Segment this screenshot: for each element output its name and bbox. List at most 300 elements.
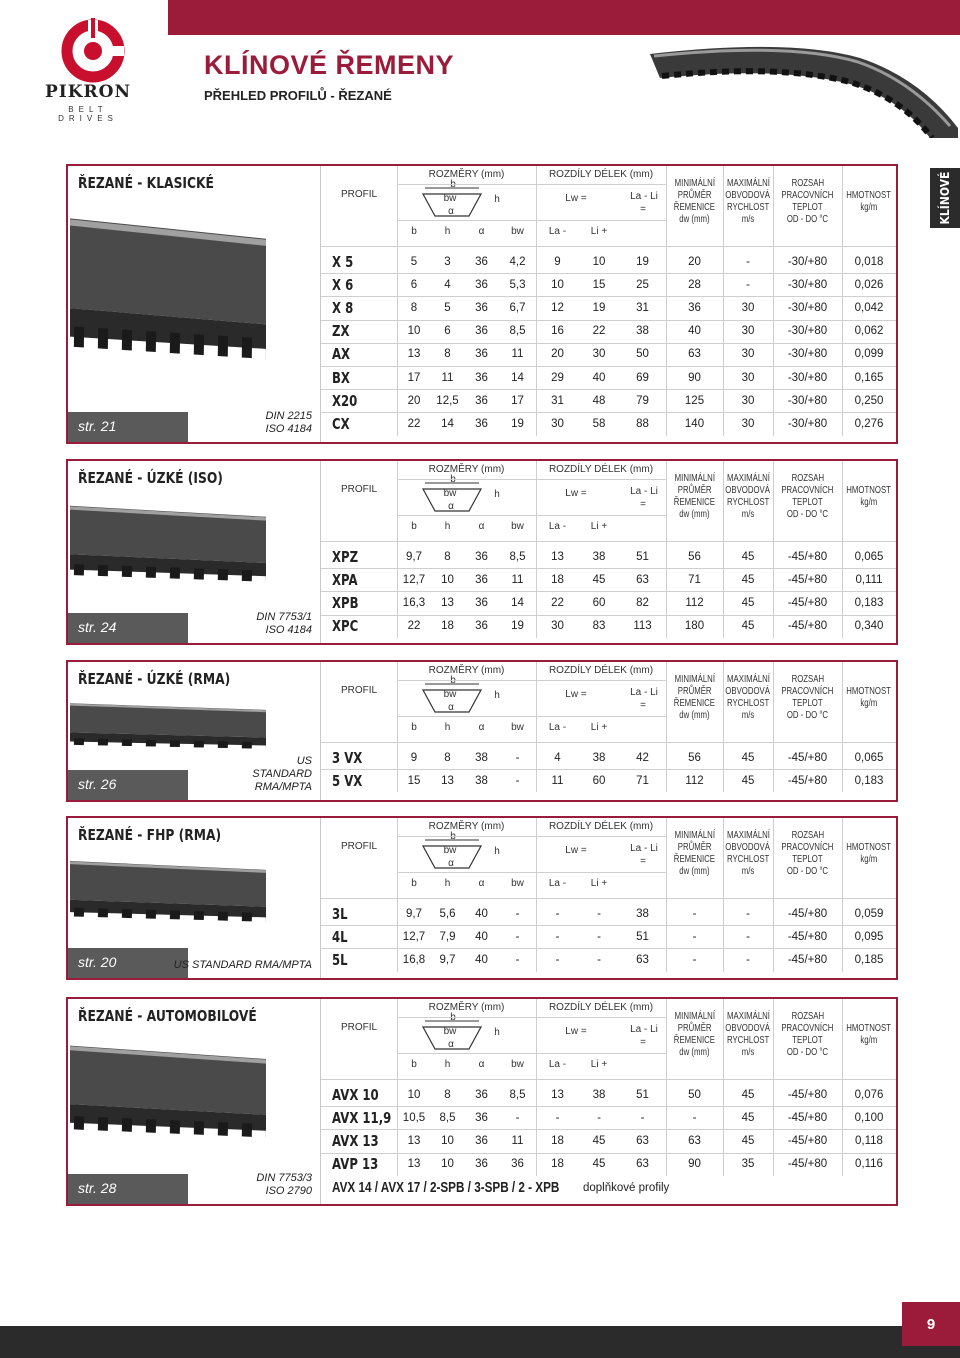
table-cell: 45 <box>741 1111 755 1124</box>
table-cell: 38 <box>475 774 488 787</box>
table-cell: 10 <box>551 278 564 291</box>
table-cell: 19 <box>636 255 649 268</box>
table-cell: 22 <box>407 417 421 430</box>
table-cell: 79 <box>636 394 649 407</box>
table-cell: 0,183 <box>854 596 884 609</box>
col-header-mass: HMOTNOST kg/m <box>846 190 892 213</box>
table-cell: - <box>597 930 601 943</box>
table-cell: 20 <box>407 394 421 407</box>
table-cell: 30 <box>741 348 755 361</box>
col-header-dimensions: ROZMĚRY (mm) <box>428 665 505 676</box>
table-cell: - <box>555 907 560 920</box>
pikron-logo <box>38 18 138 123</box>
table-cell: 40 <box>475 907 488 920</box>
table-cell: 11 <box>511 348 524 361</box>
table-cell: -30/+80 <box>787 348 828 361</box>
diagram-label-b: b <box>450 1012 456 1023</box>
table-cell: 60 <box>592 774 606 787</box>
col-header-length-diff: ROZDÍLY DÉLEK (mm) <box>548 821 654 832</box>
section-title: ŘEZANÉ - AUTOMOBILOVÉ <box>78 1007 257 1025</box>
table-cell: 45 <box>741 774 755 787</box>
table-cell: 18 <box>551 573 564 586</box>
subheader-cell: La - <box>548 722 567 733</box>
table-cell: 8,5 <box>509 550 526 563</box>
table-cell: 16 <box>551 325 564 338</box>
table-cell: 11 <box>441 371 454 384</box>
table-cell: -30/+80 <box>787 301 828 314</box>
diagram-label-bw: bw <box>443 845 457 856</box>
table-cell: - <box>692 930 697 943</box>
table-cell: - <box>746 930 750 943</box>
table-cell: 63 <box>636 953 649 966</box>
table-cell: 8 <box>444 348 451 361</box>
header-la-li: La - Li <box>630 191 658 202</box>
header-equals: = <box>640 856 646 867</box>
table-cell: 51 <box>636 930 649 943</box>
diagram-label-alpha: α <box>448 702 454 713</box>
col-header-profil: PROFIL <box>340 841 378 852</box>
table-cell: 6,7 <box>509 301 526 314</box>
table-cell: 36 <box>475 1158 488 1171</box>
table-cell: -45/+80 <box>787 1088 828 1101</box>
table-cell: 30 <box>592 348 606 361</box>
table-cell: 36 <box>475 348 488 361</box>
table-cell: 31 <box>636 301 649 314</box>
table-cell: 0,111 <box>855 573 883 586</box>
diagram-label-alpha: α <box>448 501 454 512</box>
table-cell: 12,7 <box>402 930 426 943</box>
diagram-label-alpha: α <box>448 858 454 869</box>
brand-name: PIKRON <box>45 82 131 102</box>
table-cell: 50 <box>636 348 649 361</box>
table-cell: 12 <box>551 301 564 314</box>
table-cell: 13 <box>407 348 421 361</box>
table-cell: - <box>692 953 697 966</box>
table-cell: 36 <box>475 371 488 384</box>
col-header-min-diameter: MINIMÁLNÍ PRŮMĚR ŘEMENICE dw (mm) <box>673 674 716 721</box>
table-cell: 30 <box>741 394 755 407</box>
table-cell: 12,5 <box>436 394 459 407</box>
table-cell: 11 <box>511 573 524 586</box>
page-reference-link[interactable]: str. 20 <box>78 954 117 970</box>
subheader-cell: α <box>478 1059 485 1070</box>
table-cell: 40 <box>592 371 606 384</box>
table-cell: 180 <box>684 620 705 633</box>
profile-section <box>66 660 898 802</box>
table-cell: 31 <box>551 394 564 407</box>
profile-section <box>66 816 898 980</box>
table-cell: 69 <box>636 371 649 384</box>
subheader-cell: Li + <box>590 521 608 532</box>
table-cell: - <box>515 751 520 764</box>
diagram-label-h: h <box>494 489 500 500</box>
table-cell: 113 <box>633 620 652 633</box>
page-reference-link[interactable]: str. 21 <box>78 418 117 434</box>
table-cell: 60 <box>592 596 606 609</box>
table-cell: 36 <box>511 1158 524 1171</box>
col-header-dimensions: ROZMĚRY (mm) <box>428 1002 505 1013</box>
col-header-min-diameter: MINIMÁLNÍ PRŮMĚR ŘEMENICE dw (mm) <box>673 178 716 225</box>
hero-belt-image <box>640 38 960 138</box>
table-cell: 51 <box>636 550 649 563</box>
subheader-cell: h <box>444 722 451 733</box>
profile-name: XPB <box>332 593 359 612</box>
col-header-profil: PROFIL <box>340 189 378 200</box>
diagram-label-b: b <box>450 831 456 842</box>
table-cell: 20 <box>688 255 701 268</box>
table-cell: 71 <box>636 774 649 787</box>
header-la-li: La - Li <box>630 843 658 854</box>
table-cell: 36 <box>475 1111 488 1124</box>
subheader-cell: b <box>411 521 417 532</box>
table-cell: -45/+80 <box>787 907 828 920</box>
header-equals: = <box>640 1037 646 1048</box>
table-cell: 45 <box>741 1088 755 1101</box>
diagram-label-alpha: α <box>448 1039 454 1050</box>
profile-name: 5L <box>332 950 348 969</box>
table-cell: 14 <box>511 371 524 384</box>
diagram-label-bw: bw <box>443 689 457 700</box>
table-cell: 13 <box>407 1158 421 1171</box>
col-header-temp-range: ROZSAH PRACOVNÍCH TEPLOT OD - DO °C <box>781 1011 834 1058</box>
table-cell: 45 <box>741 620 755 633</box>
profile-name: 3 VX <box>332 748 363 767</box>
table-cell: 36 <box>475 255 488 268</box>
col-header-dimensions: ROZMĚRY (mm) <box>428 821 505 832</box>
table-cell: 10 <box>407 1088 421 1101</box>
table-cell: 19 <box>511 620 524 633</box>
table-cell: - <box>746 278 750 291</box>
table-cell: -30/+80 <box>787 255 828 268</box>
table-cell: 9,7 <box>406 907 422 920</box>
section-title: ŘEZANÉ - ÚZKÉ (ISO) <box>78 469 223 487</box>
table-cell: 0,185 <box>854 953 884 966</box>
table-cell: 14 <box>441 417 454 430</box>
subheader-cell: bw <box>511 1059 524 1070</box>
table-cell: 7,9 <box>439 930 456 943</box>
table-cell: 0,065 <box>854 751 884 764</box>
table-cell: 0,276 <box>854 417 884 430</box>
table-cell: 38 <box>636 907 649 920</box>
table-cell: 83 <box>592 620 606 633</box>
table-cell: 36 <box>475 1134 488 1147</box>
table-cell: - <box>746 255 750 268</box>
header-equals: = <box>640 499 646 510</box>
subheader-cell: La - <box>548 1059 567 1070</box>
diagram-label-alpha: α <box>448 206 454 217</box>
table-cell: 0,042 <box>854 301 884 314</box>
table-cell: 15 <box>592 278 606 291</box>
subheader-cell: b <box>411 226 417 237</box>
section-info <box>68 461 321 643</box>
table-cell: 4 <box>554 751 561 764</box>
table-cell: 63 <box>636 1158 649 1171</box>
table-cell: 0,116 <box>855 1158 883 1171</box>
table-cell: 0,250 <box>854 394 884 407</box>
table-cell: 30 <box>741 417 755 430</box>
section-info <box>68 166 321 442</box>
subheader-cell: h <box>444 521 451 532</box>
table-cell: 35 <box>741 1158 755 1171</box>
table-cell: 0,026 <box>854 278 884 291</box>
subheader-cell: b <box>411 722 417 733</box>
table-cell: 36 <box>475 417 488 430</box>
table-cell: 90 <box>688 371 701 384</box>
subheader-cell: α <box>478 521 485 532</box>
table-cell: 9,7 <box>439 953 456 966</box>
header-lw: Lw = <box>565 845 587 856</box>
table-cell: -30/+80 <box>787 278 828 291</box>
section-title: ŘEZANÉ - ÚZKÉ (RMA) <box>78 670 231 688</box>
col-header-dimensions: ROZMĚRY (mm) <box>428 464 505 475</box>
col-header-profil: PROFIL <box>340 484 378 495</box>
table-cell: 0,165 <box>854 371 884 384</box>
table-cell: 20 <box>551 348 564 361</box>
table-cell: 0,099 <box>854 348 884 361</box>
table-cell: 5,3 <box>509 278 526 291</box>
table-cell: 10 <box>441 573 454 586</box>
profile-name: BX <box>332 368 350 387</box>
table-cell: 8,5 <box>509 325 526 338</box>
profile-name: XPC <box>332 617 359 636</box>
table-cell: 45 <box>741 596 755 609</box>
table-cell: 5 <box>444 301 451 314</box>
col-header-profil: PROFIL <box>340 685 378 696</box>
table-cell: 22 <box>592 325 606 338</box>
table-cell: 10 <box>592 255 606 268</box>
table-cell: 22 <box>551 596 564 609</box>
table-cell: 25 <box>636 278 649 291</box>
section-title: ŘEZANÉ - KLASICKÉ <box>78 174 214 192</box>
table-cell: 42 <box>636 751 649 764</box>
table-cell: - <box>746 907 750 920</box>
profile-name: AX <box>332 345 351 364</box>
table-cell: 58 <box>592 417 606 430</box>
profile-table <box>321 662 896 800</box>
table-cell: - <box>597 953 601 966</box>
diagram-label-b: b <box>450 675 456 686</box>
table-cell: 9 <box>410 751 418 764</box>
subheader-cell: h <box>444 878 451 889</box>
subheader-cell: bw <box>511 722 524 733</box>
table-cell: 36 <box>475 1088 488 1101</box>
table-cell: 45 <box>592 1134 606 1147</box>
profile-table <box>321 166 896 442</box>
profile-name: AVP 13 <box>332 1155 379 1174</box>
profile-name: X 5 <box>332 252 354 271</box>
table-cell: 140 <box>684 417 705 430</box>
subheader-cell: α <box>478 878 485 889</box>
table-cell: 5,6 <box>439 907 456 920</box>
col-header-mass: HMOTNOST kg/m <box>846 842 892 865</box>
table-cell: -45/+80 <box>787 550 828 563</box>
section-info <box>68 818 321 978</box>
table-cell: 45 <box>741 573 755 586</box>
subheader-cell: bw <box>511 521 524 532</box>
table-cell: -45/+80 <box>787 1111 828 1124</box>
header-equals: = <box>640 700 646 711</box>
table-cell: 13 <box>441 774 454 787</box>
diagram-label-h: h <box>494 690 500 701</box>
profile-name: 3L <box>332 904 348 923</box>
table-cell: 45 <box>592 573 606 586</box>
col-header-temp-range: ROZSAH PRACOVNÍCH TEPLOT OD - DO °C <box>781 473 834 520</box>
table-cell: 36 <box>475 573 488 586</box>
belt-photo <box>70 1035 266 1168</box>
table-cell: 90 <box>688 1158 701 1171</box>
table-cell: 19 <box>592 301 606 314</box>
col-header-profil: PROFIL <box>340 1022 378 1033</box>
table-cell: 6 <box>410 278 418 291</box>
diagram-label-b: b <box>450 179 456 190</box>
table-cell: 3 <box>444 255 451 268</box>
table-cell: 10 <box>441 1158 454 1171</box>
table-cell: - <box>515 1111 520 1124</box>
profile-name: XPA <box>332 570 358 589</box>
table-cell: 8 <box>444 751 451 764</box>
belt-photo <box>70 202 266 406</box>
col-header-max-speed: MAXIMÁLNÍ OBVODOVÁ RYCHLOST m/s <box>725 830 771 877</box>
table-cell: - <box>515 774 520 787</box>
table-cell: 6 <box>444 325 451 338</box>
extra-profiles: AVX 14 / AVX 17 / 2-SPB / 3-SPB / 2 - XPB <box>332 1178 560 1196</box>
table-cell: 5 <box>410 255 418 268</box>
table-cell: 36 <box>475 596 488 609</box>
table-cell: 0,118 <box>855 1134 883 1147</box>
side-tab[interactable]: KLÍNOVÉ <box>930 168 960 228</box>
table-cell: 17 <box>511 394 524 407</box>
subheader-cell: b <box>411 878 417 889</box>
table-cell: 38 <box>592 550 606 563</box>
top-accent-bar <box>168 0 960 35</box>
table-cell: 8,5 <box>439 1111 456 1124</box>
table-cell: -30/+80 <box>787 417 828 430</box>
table-cell: 45 <box>741 1134 755 1147</box>
subheader-cell: bw <box>511 878 524 889</box>
table-cell: 0,183 <box>854 774 884 787</box>
table-cell: 16,8 <box>402 953 426 966</box>
diagram-label-bw: bw <box>443 193 457 204</box>
section-title: ŘEZANÉ - FHP (RMA) <box>78 826 222 844</box>
subheader-cell: La - <box>548 521 567 532</box>
belt-photo <box>70 854 266 942</box>
table-cell: 4 <box>444 278 451 291</box>
col-header-mass: HMOTNOST kg/m <box>846 686 892 709</box>
table-cell: -45/+80 <box>787 953 828 966</box>
subheader-cell: Li + <box>590 226 608 237</box>
table-cell: 63 <box>688 1134 701 1147</box>
profile-name: AVX 10 <box>332 1085 379 1104</box>
table-cell: 38 <box>636 325 649 338</box>
footer-bar <box>0 1326 960 1358</box>
pikron-emblem-icon <box>60 18 126 84</box>
table-cell: 30 <box>741 371 755 384</box>
diagram-label-h: h <box>494 194 500 205</box>
col-header-min-diameter: MINIMÁLNÍ PRŮMĚR ŘEMENICE dw (mm) <box>673 830 716 877</box>
table-cell: 36 <box>688 301 701 314</box>
table-cell: -45/+80 <box>787 751 828 764</box>
table-cell: 56 <box>688 751 701 764</box>
table-cell: - <box>597 1111 601 1124</box>
table-cell: 18 <box>551 1158 564 1171</box>
table-cell: 45 <box>741 550 755 563</box>
table-cell: 17 <box>407 371 421 384</box>
table-cell: 30 <box>741 325 755 338</box>
table-cell: -45/+80 <box>787 774 828 787</box>
diagram-label-b: b <box>450 474 456 485</box>
page-reference-link[interactable]: str. 28 <box>78 1180 117 1196</box>
page-reference-link[interactable]: str. 24 <box>78 619 117 635</box>
standard-norm: US STANDARD RMA/MPTA <box>173 959 312 971</box>
standard-norm: US STANDARD RMA/MPTA <box>252 755 312 793</box>
table-cell: 0,076 <box>854 1088 884 1101</box>
table-cell: 45 <box>741 751 755 764</box>
subheader-cell: α <box>478 226 485 237</box>
table-cell: 14 <box>511 596 524 609</box>
table-cell: 4,2 <box>509 255 526 268</box>
profile-name: X20 <box>332 391 358 410</box>
table-cell: -45/+80 <box>787 573 828 586</box>
header-equals: = <box>640 204 646 215</box>
profile-table <box>321 818 896 978</box>
profile-name: CX <box>332 414 350 433</box>
subheader-cell: α <box>478 722 485 733</box>
header-la-li: La - Li <box>630 1024 658 1035</box>
col-header-dimensions: ROZMĚRY (mm) <box>428 169 505 180</box>
table-cell: 63 <box>636 573 649 586</box>
subheader-cell: La - <box>548 226 567 237</box>
col-header-max-speed: MAXIMÁLNÍ OBVODOVÁ RYCHLOST m/s <box>725 1011 771 1058</box>
profile-section <box>66 164 898 444</box>
col-header-length-diff: ROZDÍLY DÉLEK (mm) <box>548 464 654 475</box>
standard-norm: DIN 2215 ISO 4184 <box>265 410 312 435</box>
table-cell: 29 <box>551 371 564 384</box>
profile-name: X 6 <box>332 275 354 294</box>
page-reference-link[interactable]: str. 26 <box>78 776 117 792</box>
table-cell: 40 <box>475 930 488 943</box>
table-cell: 8 <box>410 301 418 314</box>
table-cell: 63 <box>636 1134 649 1147</box>
table-cell: 112 <box>685 596 704 609</box>
table-cell: 56 <box>688 550 701 563</box>
table-cell: - <box>555 930 560 943</box>
col-header-temp-range: ROZSAH PRACOVNÍCH TEPLOT OD - DO °C <box>781 674 834 721</box>
table-cell: 36 <box>475 325 488 338</box>
table-cell: 51 <box>636 1088 649 1101</box>
table-cell: 18 <box>441 620 454 633</box>
col-header-length-diff: ROZDÍLY DÉLEK (mm) <box>548 169 654 180</box>
profile-section <box>66 997 898 1206</box>
table-cell: 13 <box>551 1088 564 1101</box>
header-lw: Lw = <box>565 1026 587 1037</box>
diagram-label-bw: bw <box>443 1026 457 1037</box>
table-cell: 11 <box>551 774 564 787</box>
col-header-min-diameter: MINIMÁLNÍ PRŮMĚR ŘEMENICE dw (mm) <box>673 1011 716 1058</box>
header-lw: Lw = <box>565 488 587 499</box>
diagram-label-bw: bw <box>443 488 457 499</box>
profile-name: AVX 13 <box>332 1131 379 1150</box>
table-cell: 0,340 <box>854 620 884 633</box>
table-cell: -45/+80 <box>787 1158 828 1171</box>
table-cell: 30 <box>551 417 564 430</box>
col-header-max-speed: MAXIMÁLNÍ OBVODOVÁ RYCHLOST m/s <box>725 178 771 225</box>
col-header-length-diff: ROZDÍLY DÉLEK (mm) <box>548 665 654 676</box>
header-lw: Lw = <box>565 193 587 204</box>
table-cell: 36 <box>475 550 488 563</box>
table-cell: -30/+80 <box>787 371 828 384</box>
subheader-cell: Li + <box>590 878 608 889</box>
header-la-li: La - Li <box>630 687 658 698</box>
